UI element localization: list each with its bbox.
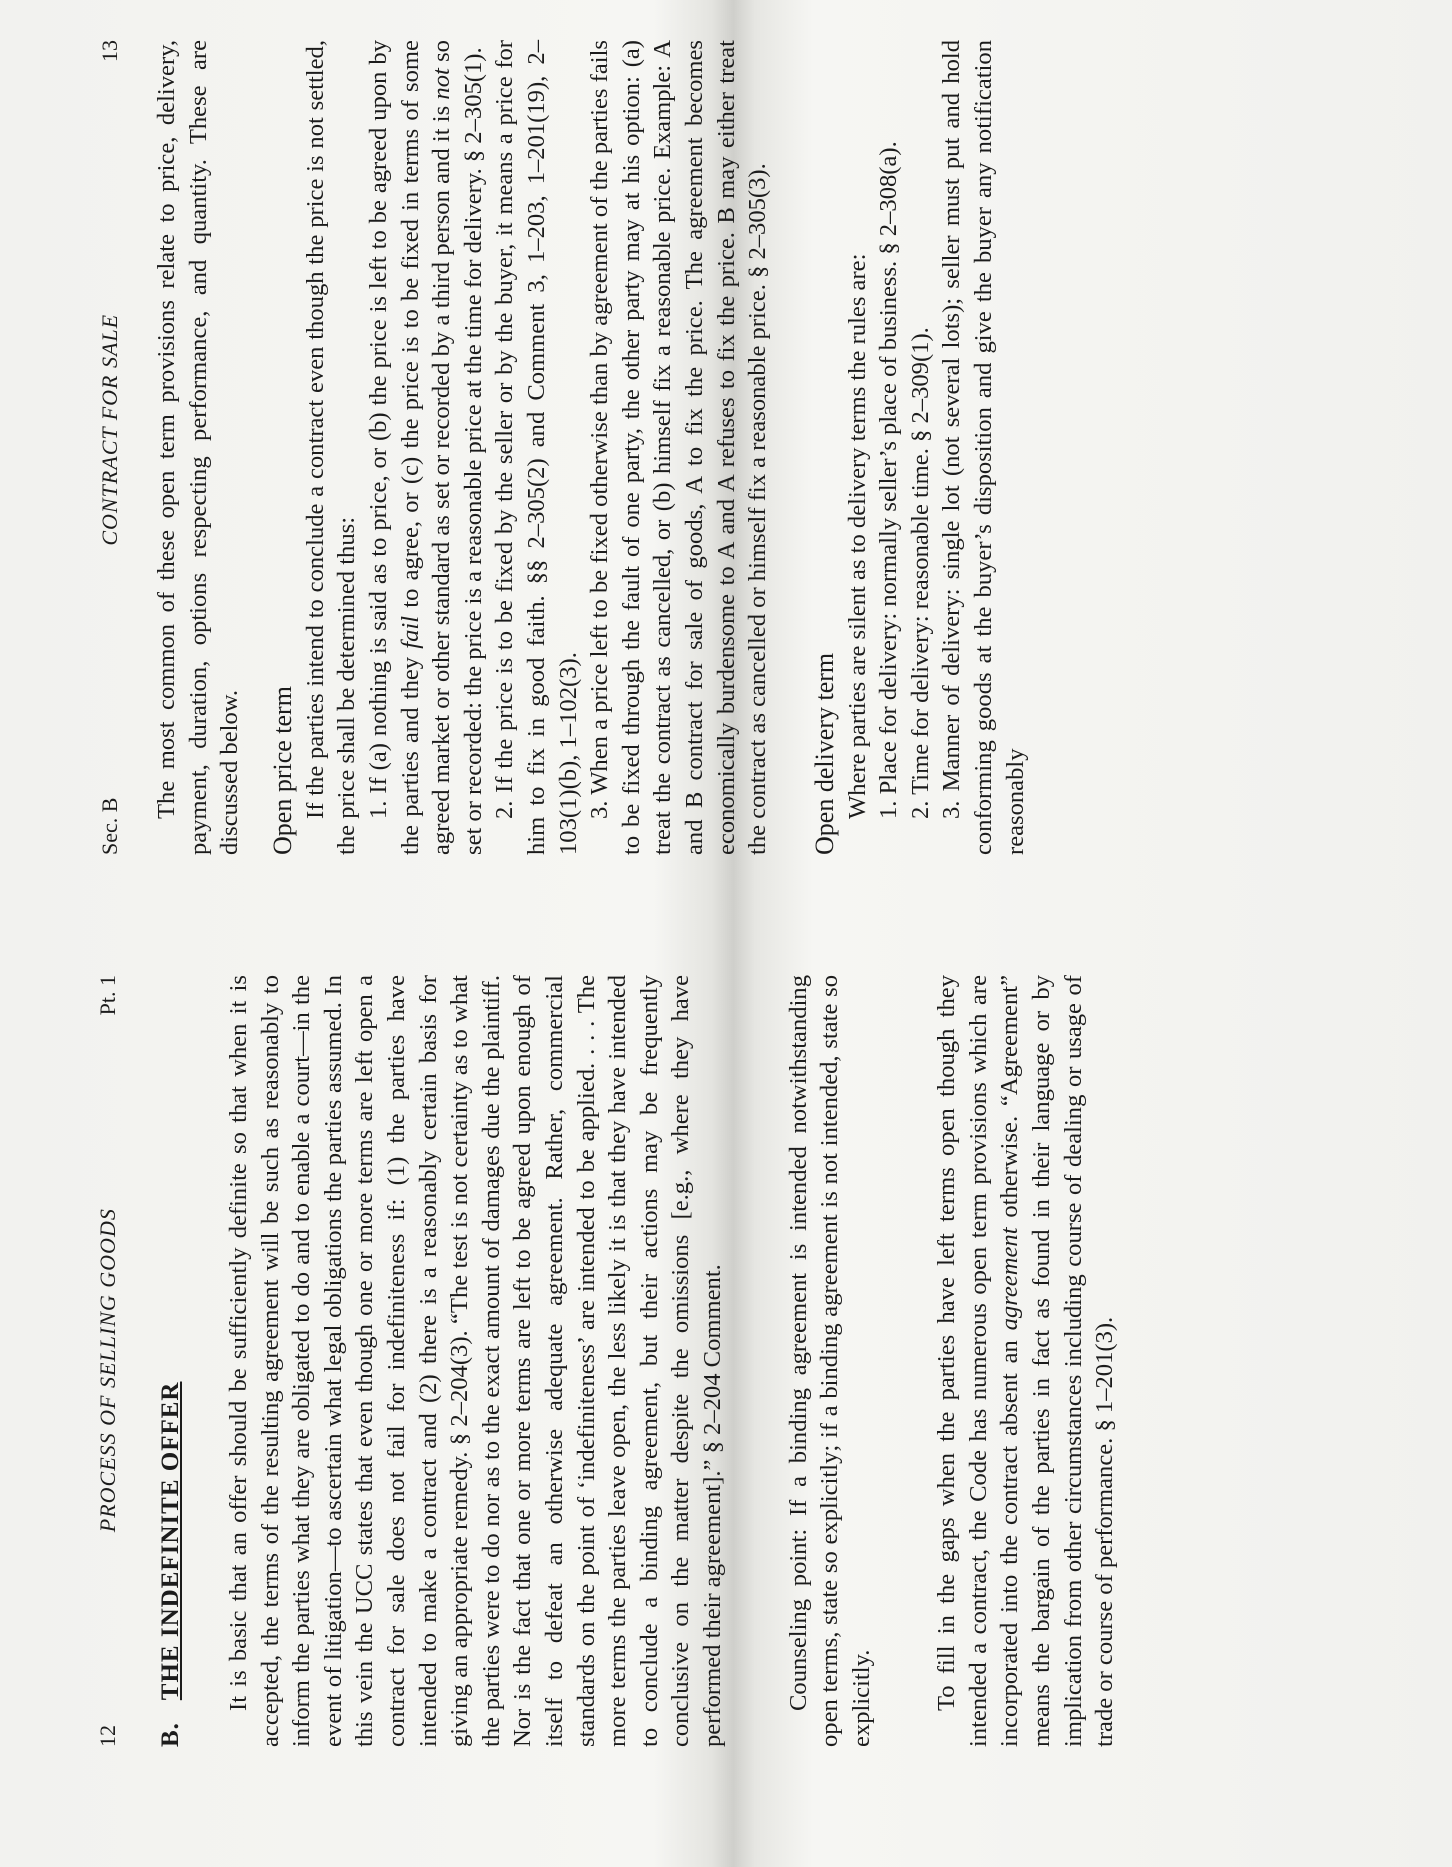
paragraph-gap-fillers bbox=[931, 975, 1121, 1747]
part-label: Pt. 1 bbox=[95, 975, 120, 1016]
section-heading bbox=[157, 975, 185, 1747]
price-item1-emphasis-fail: fail bbox=[396, 615, 424, 649]
section-label: Sec. B bbox=[97, 797, 122, 855]
section-letter: B. bbox=[157, 1722, 184, 1747]
open-price-heading: Open price term bbox=[267, 686, 297, 855]
gap-fillers-emphasis: agreement bbox=[996, 1227, 1024, 1331]
left-running-title: PROCESS OF SELLING GOODS bbox=[95, 1208, 120, 1533]
open-price-intro: If the parties intend to conclude a contract even though the price is not settled, the price shall be determined thus: bbox=[301, 40, 361, 855]
open-price-item-2: 2. If the price is to be fixed by the seller or by the buyer, it means a price for him to fix in good faith. §§ 2–305(2) and Comment 3, 1–203, 1–201(19), 2–103(1)(b), 1–102(3). bbox=[491, 40, 582, 855]
gap-fillers-text-b: otherwise. “Agreement” means the bargain of the parties in fact as found in their language or by implication from other circumstances including course of dealing or usage of trade or course of performance. § 1–201(3). bbox=[996, 975, 1119, 1747]
left-page bbox=[0, 937, 1452, 1867]
right-page-number: 13 bbox=[97, 40, 122, 63]
price-item1-text-c: so set or recorded: the price is a reasonable price at the time for delivery. § 2–305(1). bbox=[428, 40, 487, 855]
open-delivery-item-3: 3. Manner of delivery: single lot (not several lots); seller must put and hold conforming goods at the buyer’s disposition and give the buyer any notification reasonably bbox=[938, 40, 1029, 855]
open-delivery-intro: Where parties are silent as to delivery terms the rules are: bbox=[843, 253, 871, 819]
left-running-head bbox=[95, 975, 135, 1747]
counseling-point: Counseling point: If a binding agreement is intended notwithstanding open terms, state so explicitly; if a binding agreement is not intended, state so explicitly. bbox=[784, 975, 875, 1747]
open-delivery-heading: Open delivery term bbox=[809, 652, 839, 855]
gap-fillers-text-a: To fill in the gaps when the parties have left terms open though they intended a contract, the Code has numerous open term provisions which are incorporated into the contract absent an bbox=[933, 975, 1024, 1747]
right-running-title: CONTRACT FOR SALE bbox=[97, 313, 122, 546]
right-running-head bbox=[97, 40, 137, 855]
open-delivery-item-1: 1. Place for delivery: normally seller’s place of business. § 2–308(a). bbox=[875, 141, 903, 819]
price-item1-text-b: to agree, or (c) the price is to be fixed in terms of some agreed market or other standard as set or recorded by a third person and it is bbox=[396, 40, 456, 855]
left-page-number: 12 bbox=[95, 1725, 120, 1747]
open-price-item-1 bbox=[363, 40, 489, 855]
price-item1-text-a: 1. If (a) nothing is said as to price, or (b) the price is left to be agreed upon by the parties and they bbox=[364, 40, 424, 855]
open-terms-intro: The most common of these open term provisions relate to price, delivery, payment, duration, options respecting performance, and quantity. These are discussed below. bbox=[153, 40, 244, 855]
price-item1-emphasis-not: not bbox=[428, 68, 456, 100]
paragraph-indefinite-offer: It is basic that an offer should be sufficiently definite so that when it is accepted, the terms of the resulting agreement will be such as reasonably to inform the parties what they are obligated to do and to enable a court—in the event of litigation—to ascertain what legal obligations the parties assumed. In this vein the UCC states that even though one or more terms are left open a contract for sale does not fail for indefiniteness if: (1) the parties have intended to make a contract and (2) there is a reasonably certain basis for giving an appropriate remedy. § 2–204(3). “The test is not certainty as to what the parties were to do nor as to the exact amount of damages due the plaintiff. Nor is the fact that one or more terms are left to be agreed upon enough of itself to defeat an otherwise adequate agreement. Rather, commercial standards on the point of ‘indefiniteness’ are intended to be applied. . . . The more terms the parties leave open, the less likely it is that they have intended to conclude a binding agreement, but their actions may be frequently conclusive on the matter despite the omissions [e.g., where they have performed their agreement].” § 2–204 Comment. bbox=[225, 975, 726, 1747]
open-price-item-3: 3. When a price left to be fixed otherwise than by agreement of the parties fails to be fixed through the fault of one party, the other party may at his option: (a) treat the contract as cancelled, or (b) himself fix a reasonable price. Example: A and B contract for sale of goods, A to fix the price. The agreement becomes economically burdensome to A and A refuses to fix the price. B may either treat the contract as cancelled or himself fix a reasonable price. § 2–305(3). bbox=[586, 40, 772, 855]
section-title: THE INDEFINITE OFFER bbox=[157, 1381, 184, 1701]
open-delivery-item-2: 2. Time for delivery: reasonable time. § 2–309(1). bbox=[906, 327, 934, 819]
